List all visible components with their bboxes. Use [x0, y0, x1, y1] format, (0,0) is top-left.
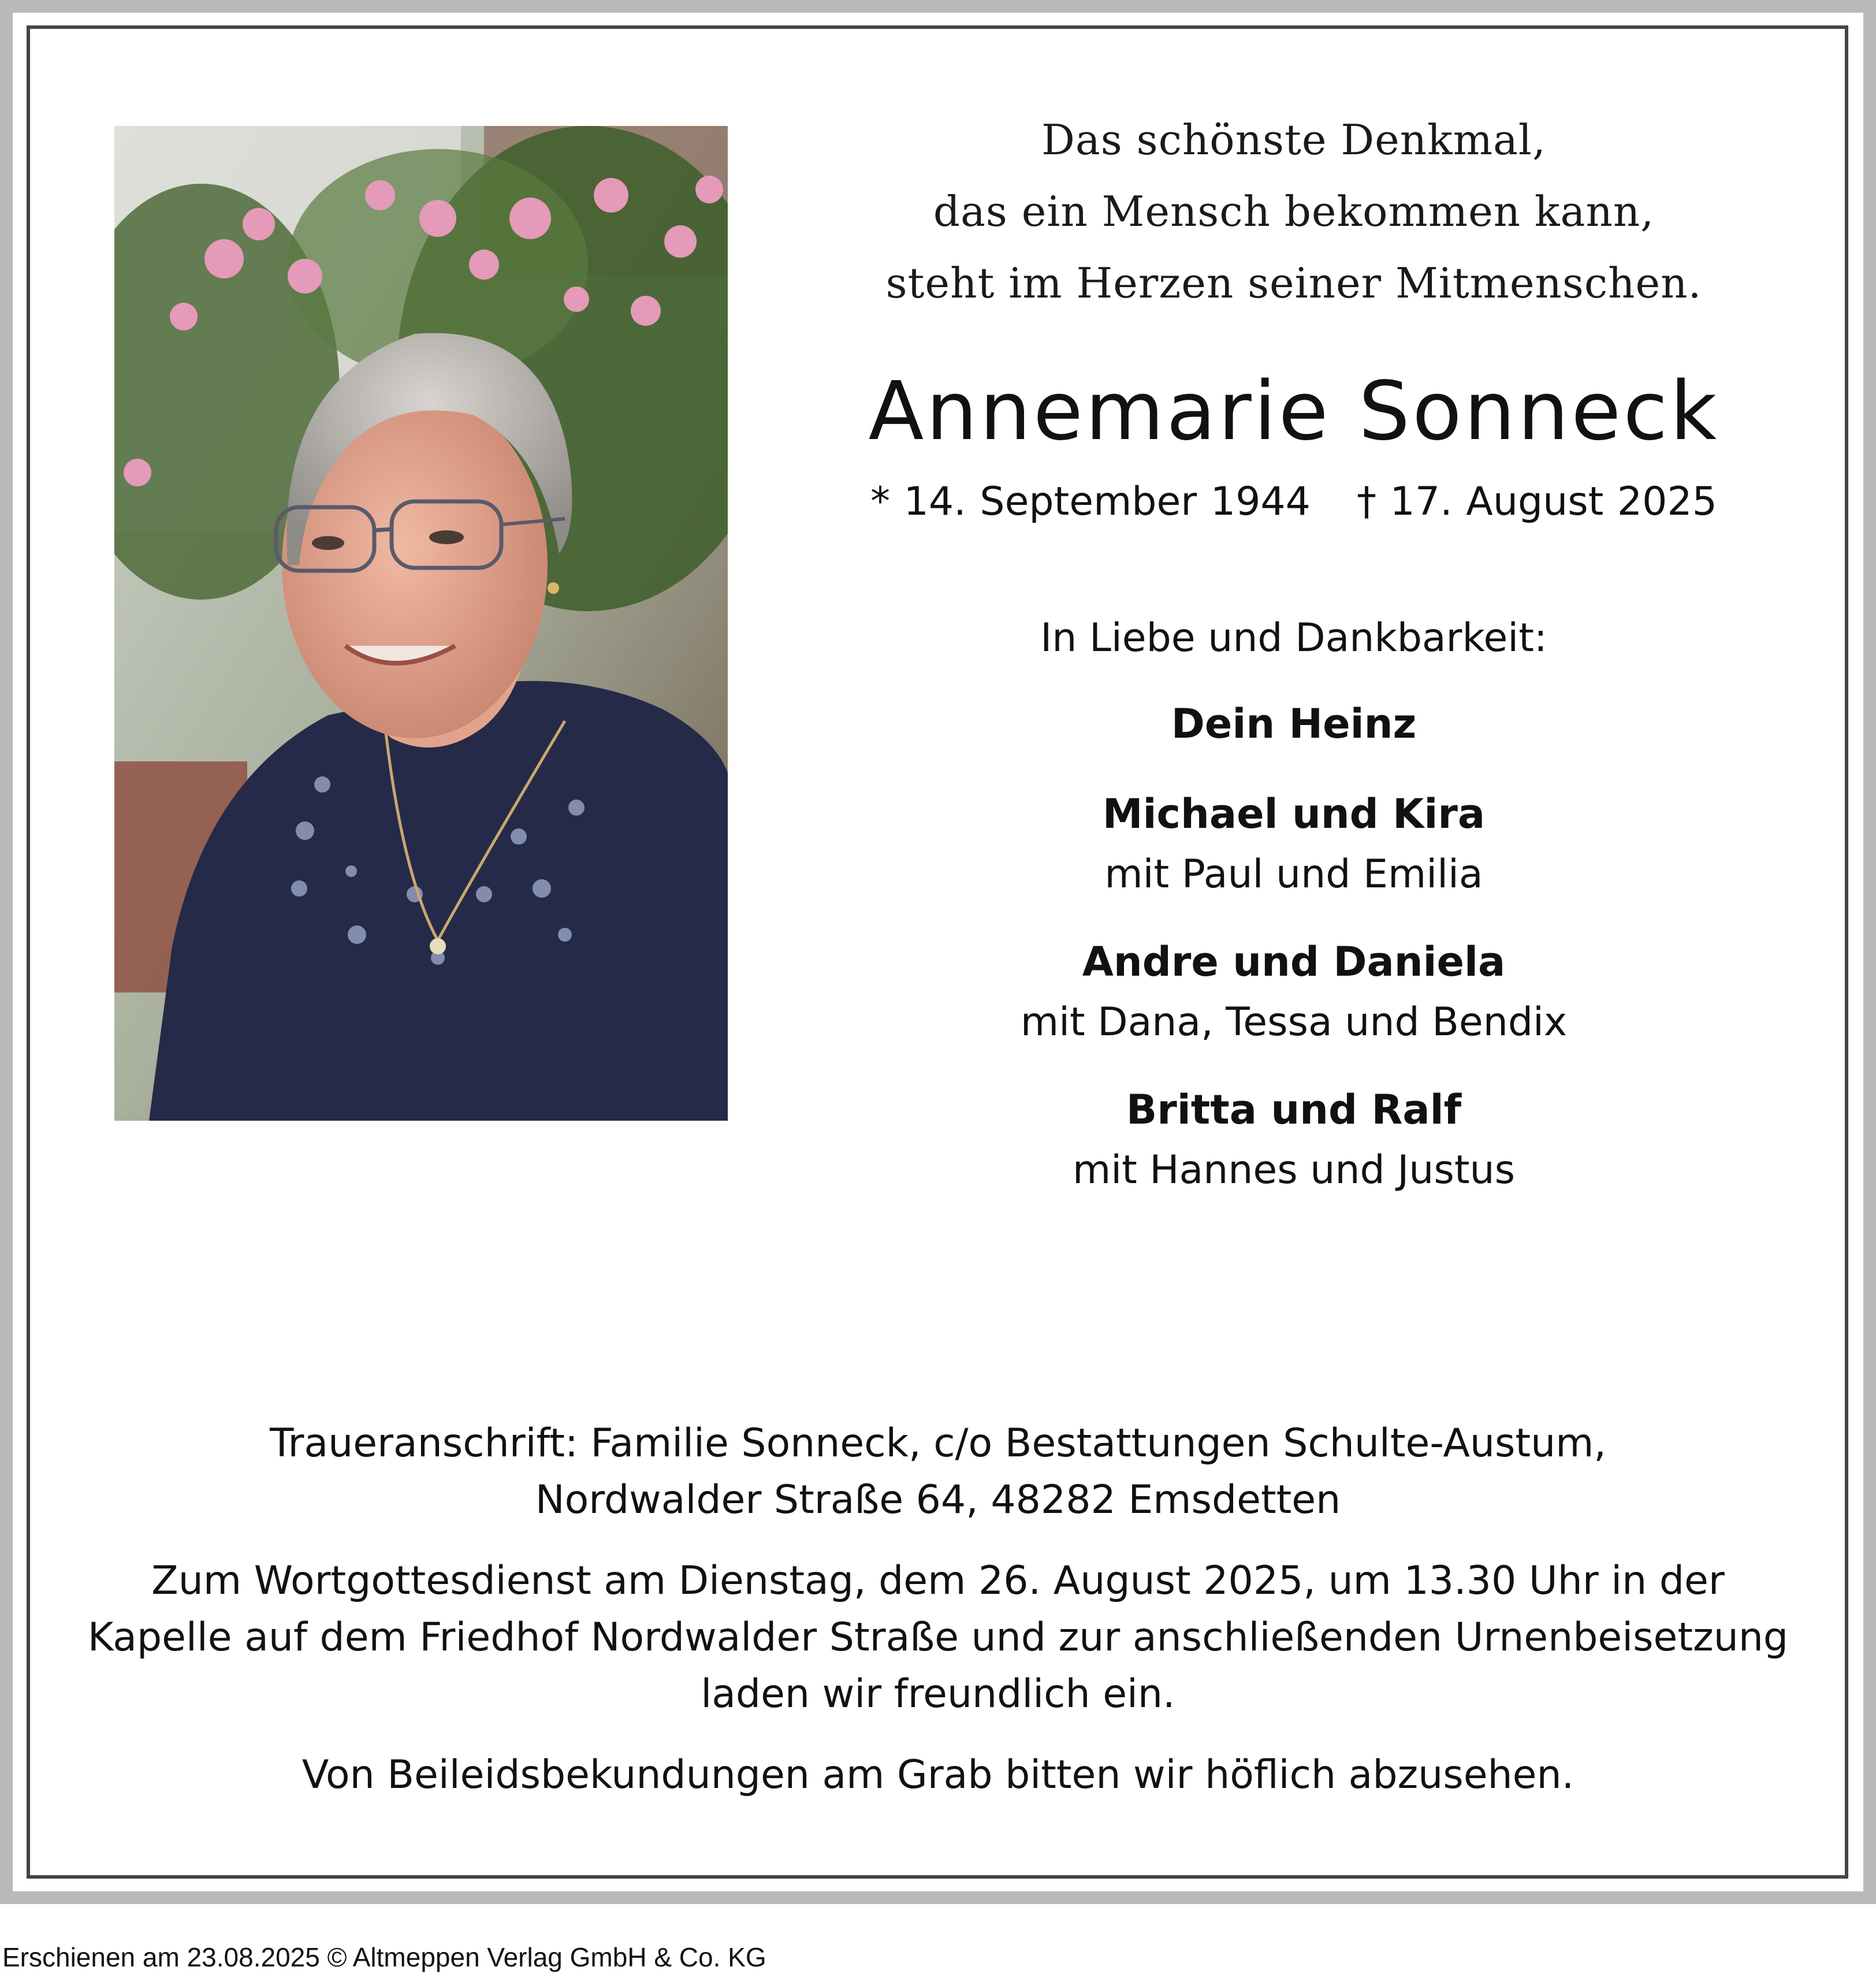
service-line: Zum Wortgottesdienst am Dienstag, dem 26. August 2025, um 13.30 Uhr in der [151, 1558, 1725, 1604]
mourner-children: mit Hannes und Justus [1072, 1147, 1516, 1193]
quote-line: das ein Mensch bekommen kann, [933, 187, 1655, 236]
death-date: † 17. August 2025 [1356, 479, 1717, 525]
service-line: laden wir freundlich ein. [701, 1671, 1175, 1717]
condolence-note: Von Beileidsbekundungen am Grab bitten wir höflich abzusehen. [302, 1752, 1574, 1798]
mourners-list [797, 692, 1791, 1199]
service-announcement [39, 1553, 1837, 1723]
service-line: Kapelle auf dem Friedhof Nordwalder Straße und zur anschließenden Urnenbeisetzung [87, 1615, 1789, 1660]
mourner-name: Dein Heinz [1171, 700, 1417, 748]
mourning-address [39, 1415, 1837, 1529]
quote-line: steht im Herzen seiner Mitmenschen. [885, 259, 1702, 307]
address-line: Traueranschrift: Familie Sonneck, c/o Bestattungen Schulte-Austum, [269, 1421, 1607, 1466]
mourner-group [797, 692, 1791, 756]
mourner-name: Britta und Ralf [1126, 1086, 1462, 1133]
portrait-photo [114, 126, 728, 1121]
mourner-group [797, 1078, 1791, 1199]
mourner-children: mit Dana, Tessa und Bendix [1020, 999, 1568, 1045]
birth-date: * 14. September 1944 [870, 479, 1311, 525]
deceased-name: Annemarie Sonneck [868, 365, 1719, 459]
mourner-name: Andre und Daniela [1082, 938, 1506, 986]
mourners-intro: In Liebe und Dankbarkeit: [1040, 615, 1547, 661]
mourner-group [797, 782, 1791, 904]
service-information [39, 1415, 1837, 1804]
mourner-group [797, 930, 1791, 1051]
publication-footer: Erschienen am 23.08.2025 © Altmeppen Verlag GmbH & Co. KG [2, 1942, 766, 1972]
memorial-quote [797, 104, 1791, 319]
address-line: Nordwalder Straße 64, 48282 Emsdetten [535, 1477, 1341, 1523]
mourner-children: mit Paul und Emilia [1104, 852, 1483, 897]
life-dates [797, 476, 1791, 528]
obituary-text-column [797, 104, 1791, 1226]
mourner-name: Michael und Kira [1102, 790, 1486, 838]
quote-line: Das schönste Denkmal, [1041, 116, 1546, 164]
